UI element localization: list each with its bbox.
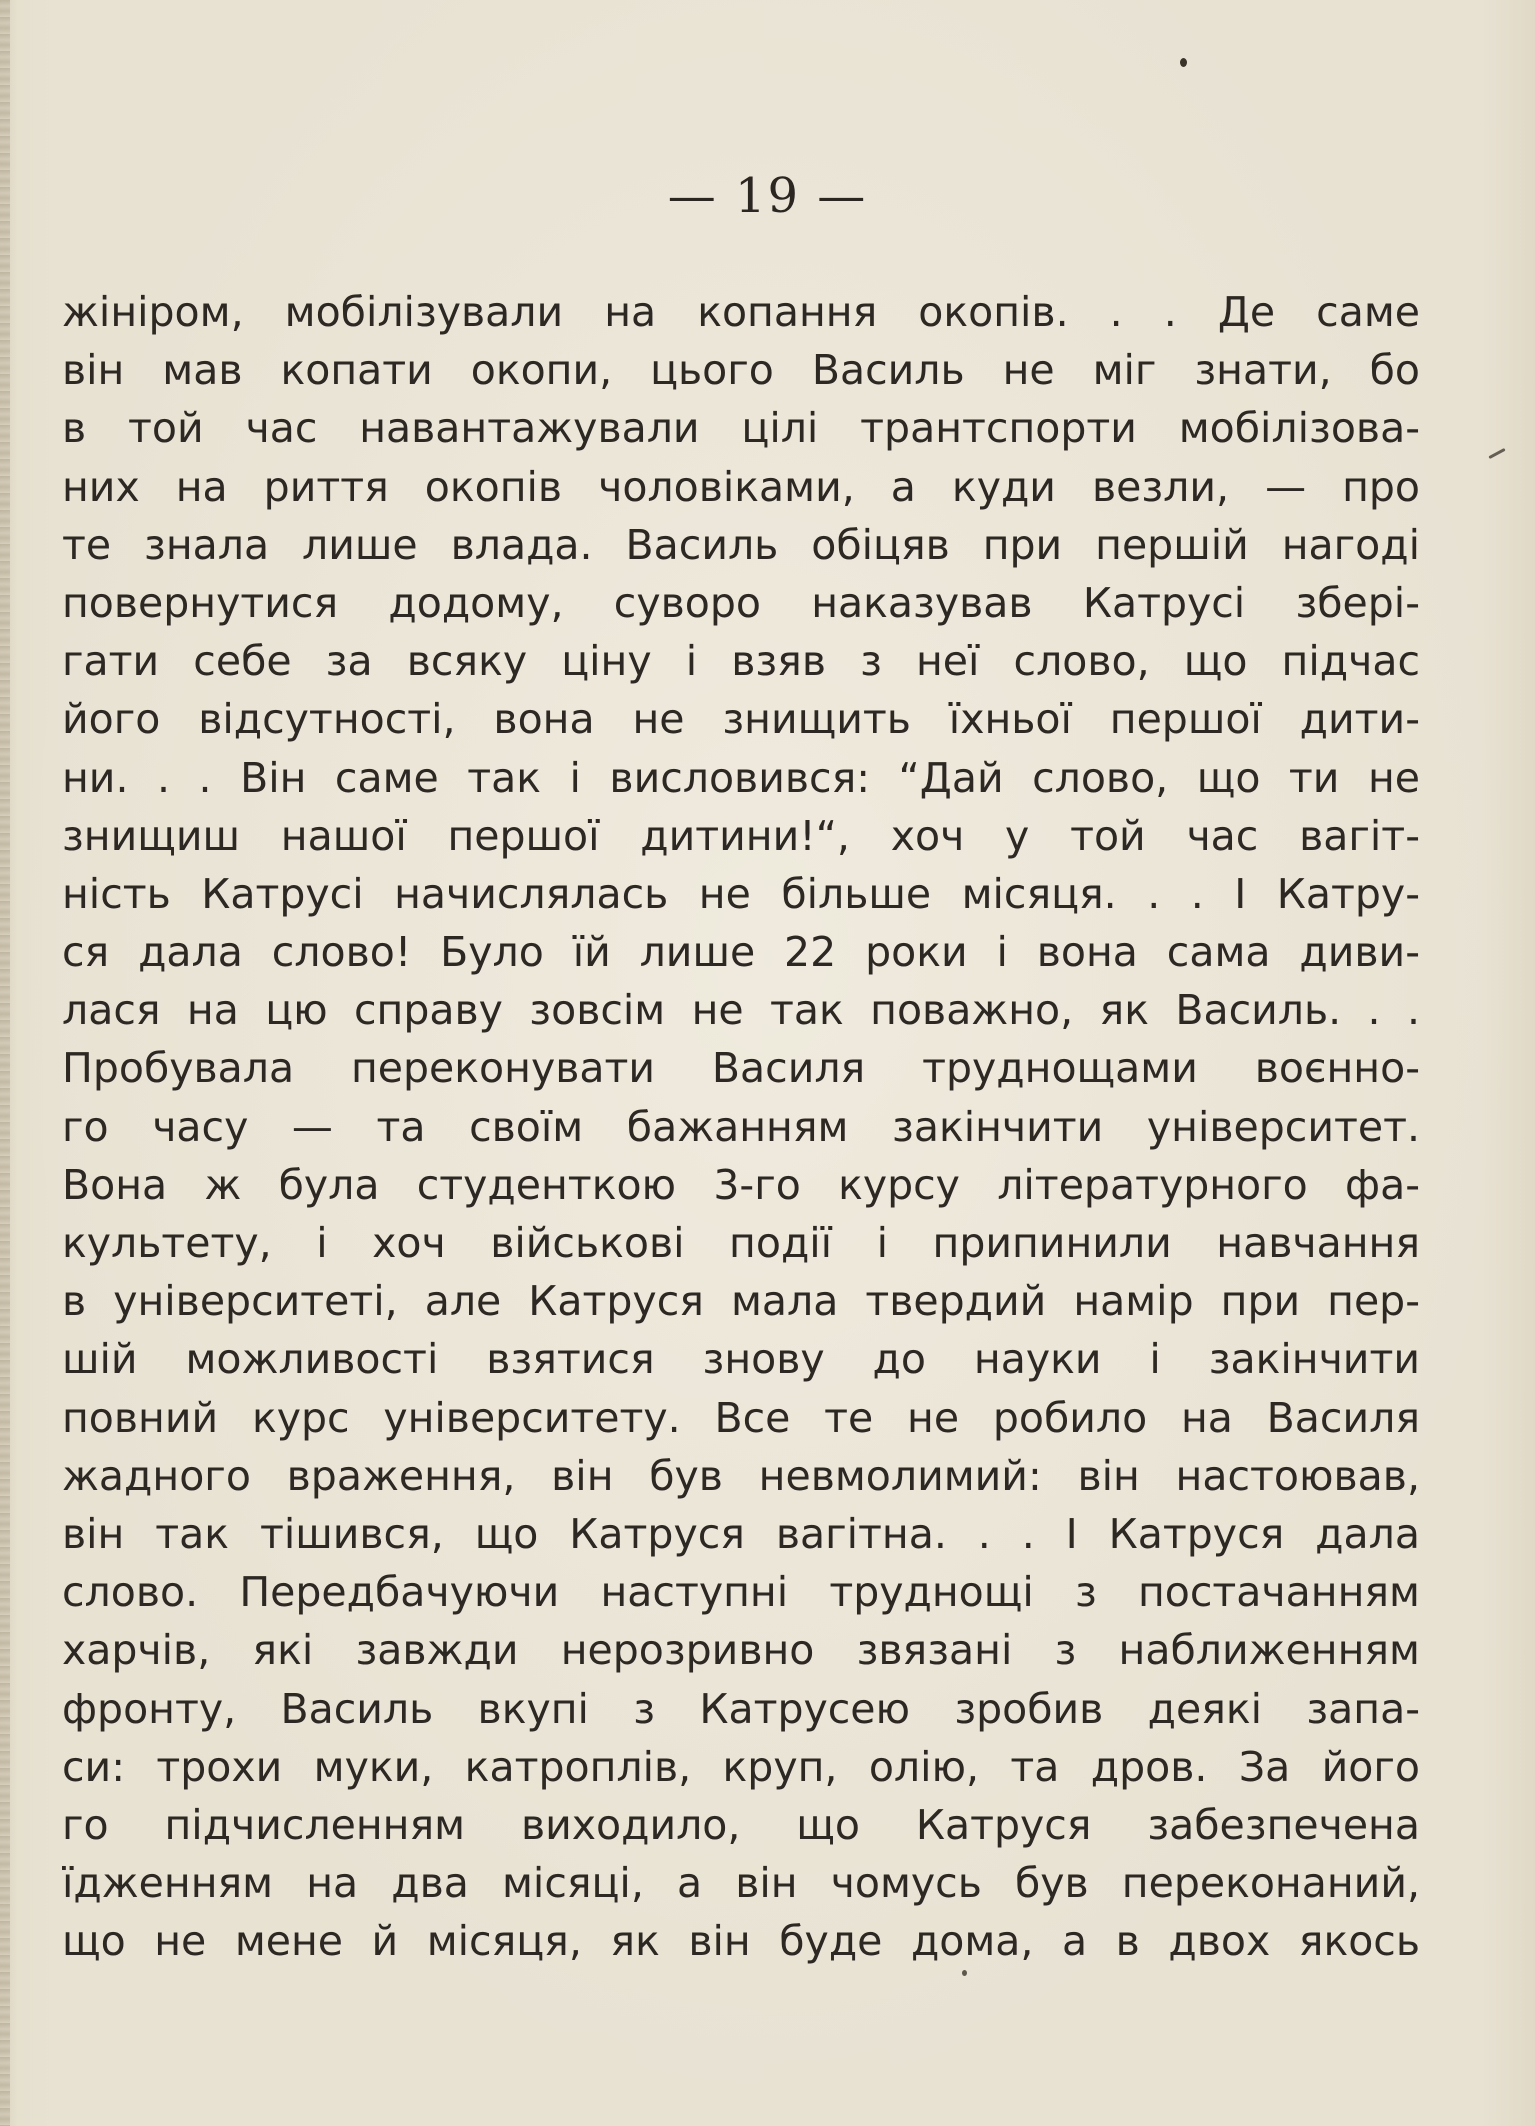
text-line: них на риття окопів чоловіками, а куди везли, — про: [62, 462, 1420, 511]
text-line: шій можливості взятися знову до науки і закінчити: [62, 1335, 1420, 1384]
ink-speck: [1488, 448, 1505, 459]
text-line: їдженням на два місяці, а він чомусь був переконаний,: [62, 1859, 1420, 1908]
body-text: [62, 283, 1420, 1970]
binding-edge: [0, 0, 10, 2126]
text-line: лася на цю справу зовсім не так поважно, як Василь. . .: [62, 986, 1420, 1035]
text-line: він так тішився, що Катруся вагітна. . . І Катруся дала: [62, 1509, 1420, 1558]
text-line: повернутися додому, суворо наказував Катрусі збері-: [62, 578, 1420, 627]
text-line: го часу — та своїм бажанням закінчити університет.: [62, 1102, 1420, 1151]
text-line: Пробувала переконувати Василя труднощами воєнно-: [62, 1044, 1420, 1093]
ink-speck: [962, 1970, 967, 1976]
text-line: харчів, які завжди нерозривно звязані з наближенням: [62, 1626, 1420, 1675]
page-number: — 19 —: [667, 168, 868, 224]
text-line: гати себе за всяку ціну і взяв з неї слово, що підчас: [62, 637, 1420, 686]
text-line: фронту, Василь вкупі з Катрусею зробив деякі запа-: [62, 1684, 1420, 1733]
text-line: ся дала слово! Було їй лише 22 роки і вона сама диви-: [62, 928, 1420, 977]
text-line: в університеті, але Катруся мала твердий намір при пер-: [62, 1277, 1420, 1326]
text-line: жініром, мобілізували на копання окопів. . . Де саме: [62, 288, 1420, 336]
text-line: ність Катрусі начислялась не більше місяця. . . І Катру-: [62, 869, 1420, 918]
text-line: ни. . . Він саме так і висловився: “Дай слово, що ти не: [62, 753, 1420, 802]
text-line: слово. Передбачуючи наступні труднощі з постачанням: [62, 1568, 1420, 1617]
text-line: його відсутності, вона не знищить їхньої першої дити-: [62, 695, 1420, 744]
ink-speck: [1180, 58, 1187, 67]
text-line: си: трохи муки, катроплів, круп, олію, та дров. За його: [62, 1742, 1420, 1791]
text-line: го підчисленням виходило, що Катруся забезпечена: [62, 1800, 1420, 1849]
text-line: що не мене й місяця, як він буде дома, а в двох якось: [62, 1917, 1420, 1966]
text-line: жадного враження, він був невмолимий: він настоював,: [62, 1451, 1420, 1500]
text-line: Вона ж була студенткою 3-го курсу літературного фа-: [62, 1160, 1420, 1209]
text-line: культету, і хоч військові події і припинили навчання: [62, 1219, 1420, 1267]
text-line: в той час навантажували цілі трантспорти мобілізова-: [62, 404, 1420, 453]
text-line: те знала лише влада. Василь обіцяв при першій нагоді: [62, 520, 1420, 569]
text-line: повний курс університету. Все те не робило на Василя: [62, 1393, 1420, 1442]
text-line: знищиш нашої першої дитини!“, хоч у той час вагіт-: [62, 811, 1420, 860]
text-line: він мав копати окопи, цього Василь не міг знати, бо: [62, 346, 1420, 395]
